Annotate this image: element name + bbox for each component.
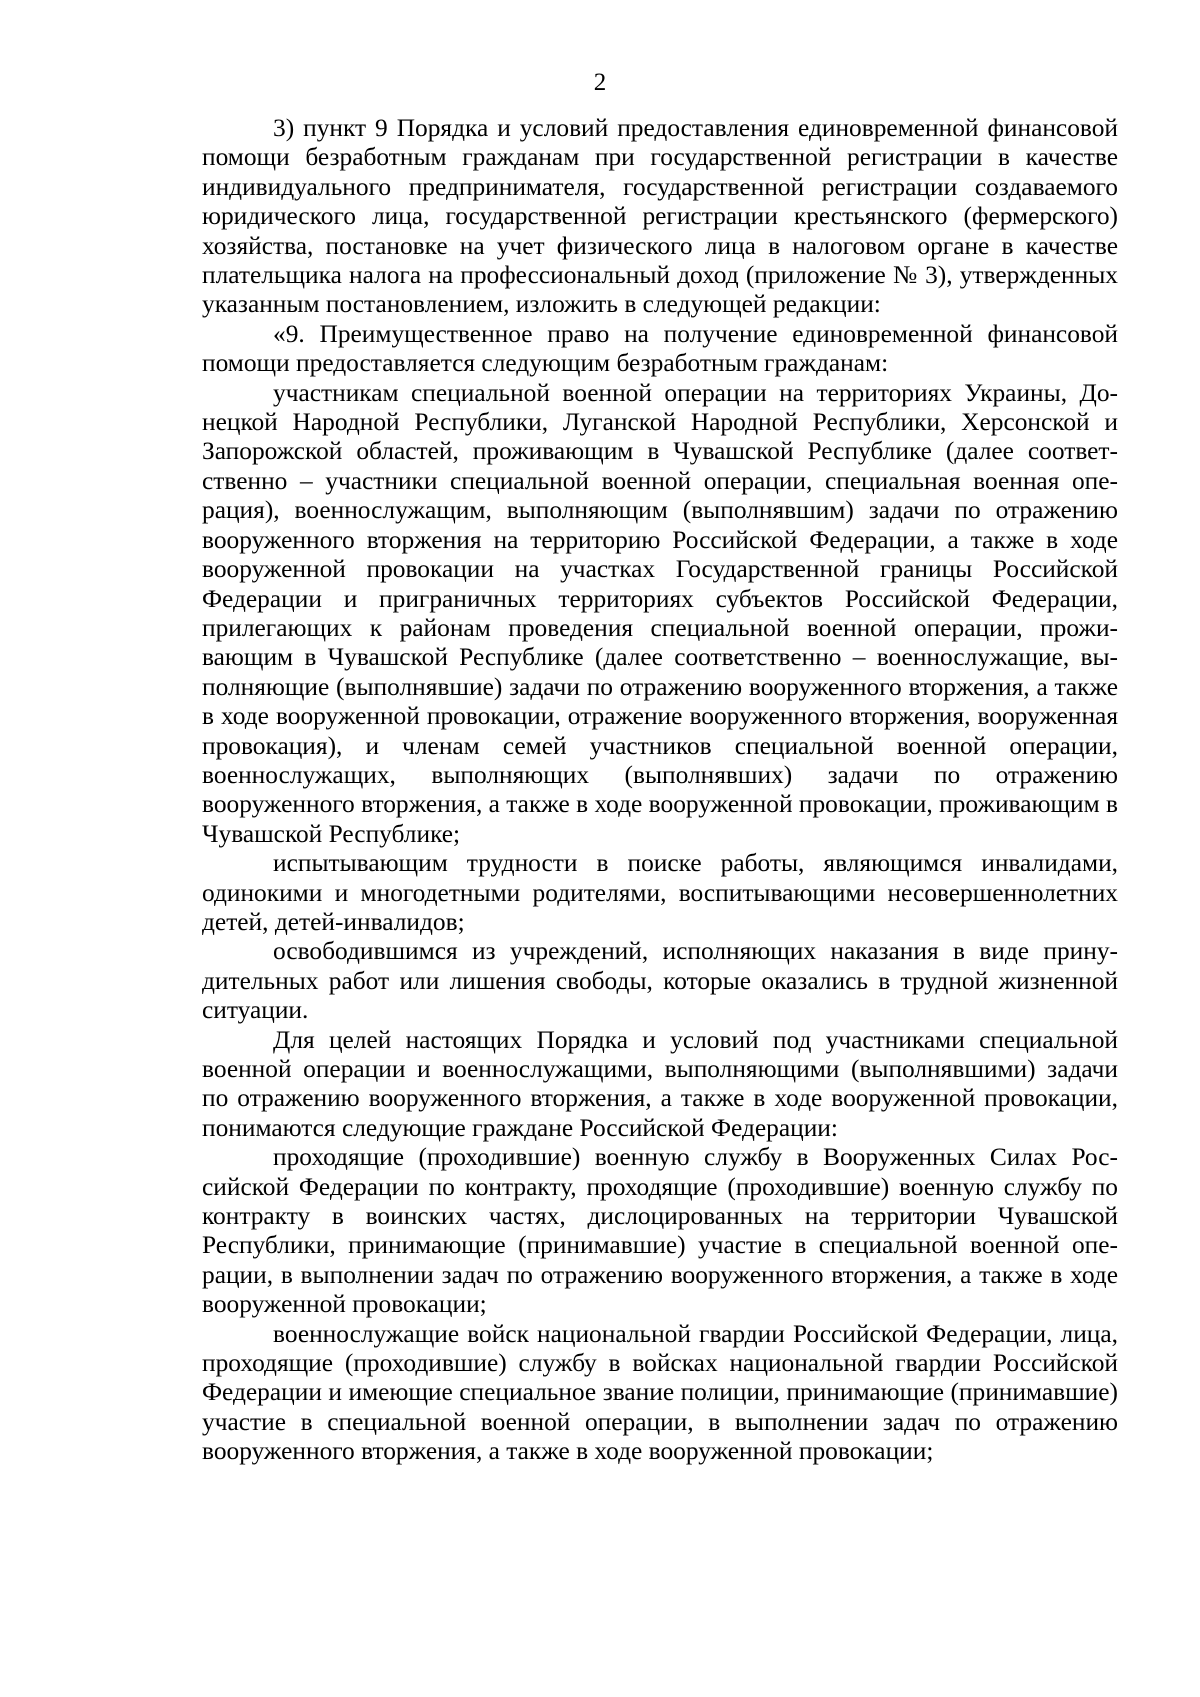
paragraph-point-9-intro: «9. Преимущественное право на получение единовременной финансовой помощи предоставляется следующим безработным гражданам: xyxy=(202,319,1118,378)
paragraph-national-guard: военнослужащие войск национальной гвардии Российской Федерации, лица, проходящие (проходившие) службу в войсках национальной гвардии Российской Федерации и имеющие специальное звание полиции, принимающие (принимавшие) участие в специальной военной операции, в выполнении задач по отражению вооруженного вторжения, а также в ходе вооруженной провокации; xyxy=(202,1319,1118,1466)
paragraph-svo-participants: участникам специальной военной операции на территориях Украины, Донецкой Народной Республики, Луганской Народной Республики, Херсонской и Запорожской областей, проживающим в Чувашской Республике (далее соответственно – участники специальной военной операции, специальная военная операция), военнослужащим, выполняющим (выполнявшим) задачи по отражению вооруженного вторжения на территорию Российской Федерации, а также в ходе вооруженной провокации на участках Государственной границы Российской Федерации и приграничных территориях субъектов Российской Федерации, прилегающих к районам проведения специальной военной операции, проживающим в Чувашской Республике (далее соответственно – военнослужащие, выполняющие (выполнявшие) задачи по отражению вооруженного вторжения, а также в ходе вооруженной провокации, отражение вооруженного вторжения, вооруженная провокация), и членам семей участников специальной военной операции, военнослужащих, выполняющих (выполнявших) задачи по отражению вооруженного вторжения, а также в ходе вооруженной провокации, проживающим в Чувашской Республике; xyxy=(202,378,1118,848)
page-number: 2 xyxy=(593,69,607,96)
paragraph-item-3-amendment: 3) пункт 9 Порядка и условий предоставления единовременной финансовой помощи безработным гражданам при государственной регистрации в качестве индивидуального предпринимателя, государственной регистрации создаваемого юридического лица, государственной регистрации крестьянского (фермерского) хозяйства, постановке на учет физического лица в налоговом органе в качестве плательщика налога на профессиональный доход (приложение № 3), утвержденных указанным постановлением, изложить в следующей редакции: xyxy=(202,114,1118,319)
document-body xyxy=(202,114,1118,1467)
paragraph-definitions-intro: Для целей настоящих Порядка и условий под участниками специальной военной операции и военнослужащими, выполняющими (выполнявшими) задачи по отражению вооруженного вторжения, а также в ходе вооруженной провокации, понимаются следующие граждане Российской Федерации: xyxy=(202,1025,1118,1142)
paragraph-armed-forces-contract: проходящие (проходившие) военную службу в Вооруженных Силах Российской Федерации по контракту, проходящие (проходившие) военную службу по контракту в воинских частях, дислоцированных на территории Чувашской Республики, принимающие (принимавшие) участие в специальной военной операции, в выполнении задач по отражению вооруженного вторжения, а также в ходе вооруженной провокации; xyxy=(202,1143,1118,1319)
paragraph-job-search-difficulties: испытывающим трудности в поиске работы, являющимся инвалидами, одинокими и многодетными родителями, воспитывающими несовершеннолетних детей, детей-инвалидов; xyxy=(202,849,1118,936)
paragraph-released-from-institutions: освободившимся из учреждений, исполняющих наказания в виде принудительных работ или лишения свободы, которые оказались в трудной жизненной ситуации. xyxy=(202,937,1118,1025)
